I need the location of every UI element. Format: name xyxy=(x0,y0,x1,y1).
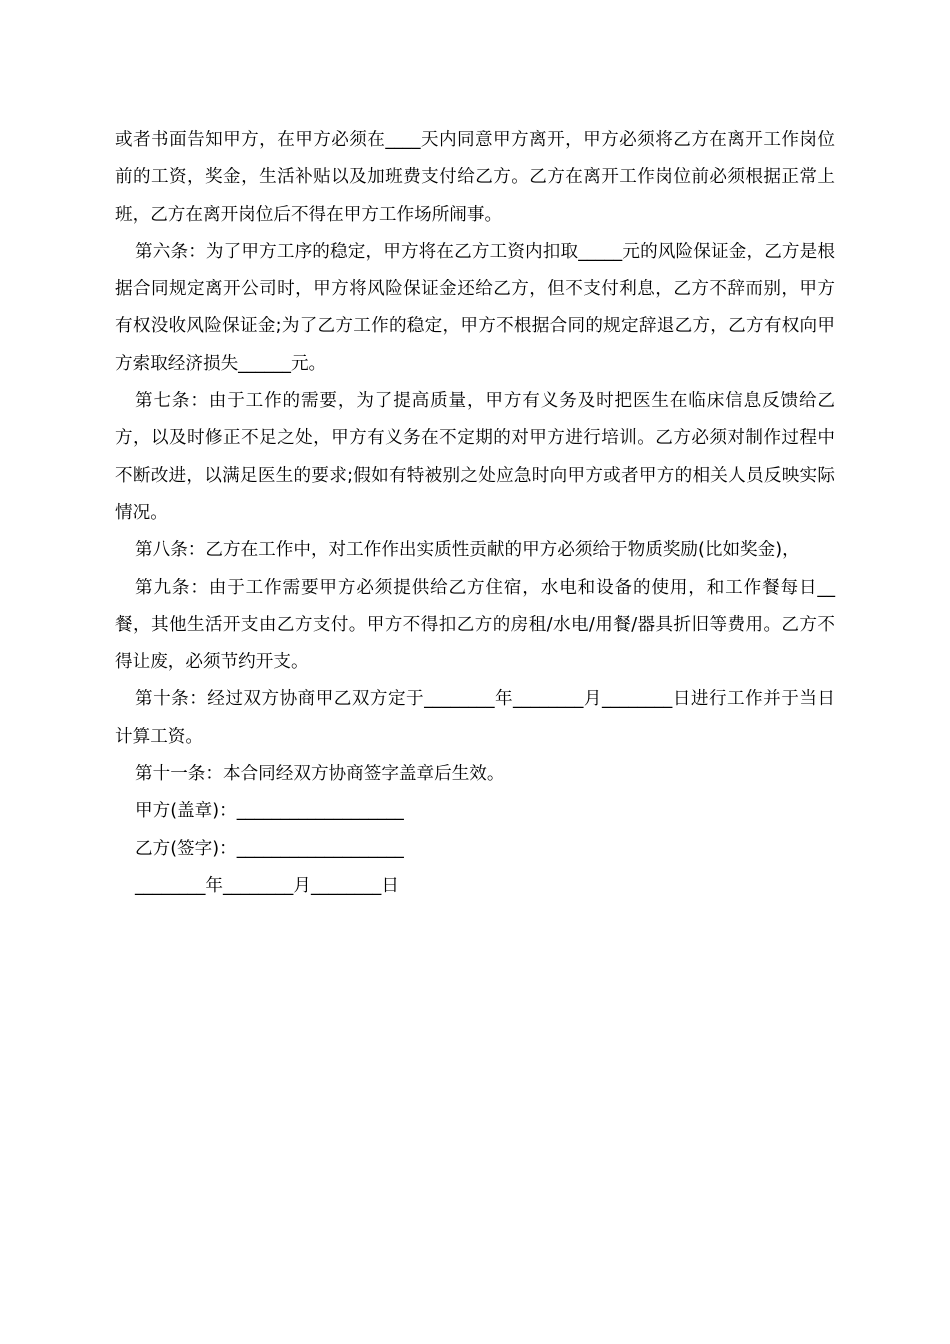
signature-date-line: ________年________月________日 xyxy=(135,875,399,896)
clause-8: 第八条：乙方在工作中，对工作作出实质性贡献的甲方必须给于物质奖励(比如奖金)， xyxy=(135,540,800,561)
paragraph-continuation: 或者书面告知甲方，在甲方必须在____天内同意甲方离开，甲方必须将乙方在离开工作岗位前的工资，奖金，生活补贴以及加班费支付给乙方。乙方在离开工作岗位前必须根据正常上班，乙方在离开岗位后不得在甲方工作场所闹事。 xyxy=(115,130,835,225)
clause-10: 第十条：经过双方协商甲乙双方定于________年________月________日进行工作并于当日计算工资。 xyxy=(115,689,835,747)
contract-body xyxy=(115,122,835,905)
clause-11: 第十一条：本合同经双方协商签字盖章后生效。 xyxy=(135,764,505,785)
party-a-signature-line: 甲方(盖章)：___________________ xyxy=(135,801,404,822)
clause-9: 第九条：由于工作需要甲方必须提供给乙方住宿，水电和设备的使用，和工作餐每日__餐，其他生活开支由乙方支付。甲方不得扣乙方的房租/水电/用餐/器具折旧等费用。乙方不得让废，必须节约开支。 xyxy=(115,577,835,673)
clause-6: 第六条：为了甲方工序的稳定，甲方将在乙方工资内扣取_____元的风险保证金，乙方是根据合同规定离开公司时，甲方将风险保证金还给乙方，但不支付利息，乙方不辞而别，甲方有权没收风险保证金;为了乙方工作的稳定，甲方不根据合同的规定辞退乙方，乙方有权向甲方索取经济损失______元。 xyxy=(115,241,835,374)
clause-7: 第七条：由于工作的需要，为了提高质量，甲方有义务及时把医生在临床信息反馈给乙方，以及时修正不足之处，甲方有义务在不定期的对甲方进行培训。乙方必须对制作过程中不断改进，以满足医生的要求;假如有特被别之处应急时向甲方或者甲方的相关人员反映实际情况。 xyxy=(115,391,835,523)
party-b-signature-line: 乙方(签字)：___________________ xyxy=(135,838,404,859)
